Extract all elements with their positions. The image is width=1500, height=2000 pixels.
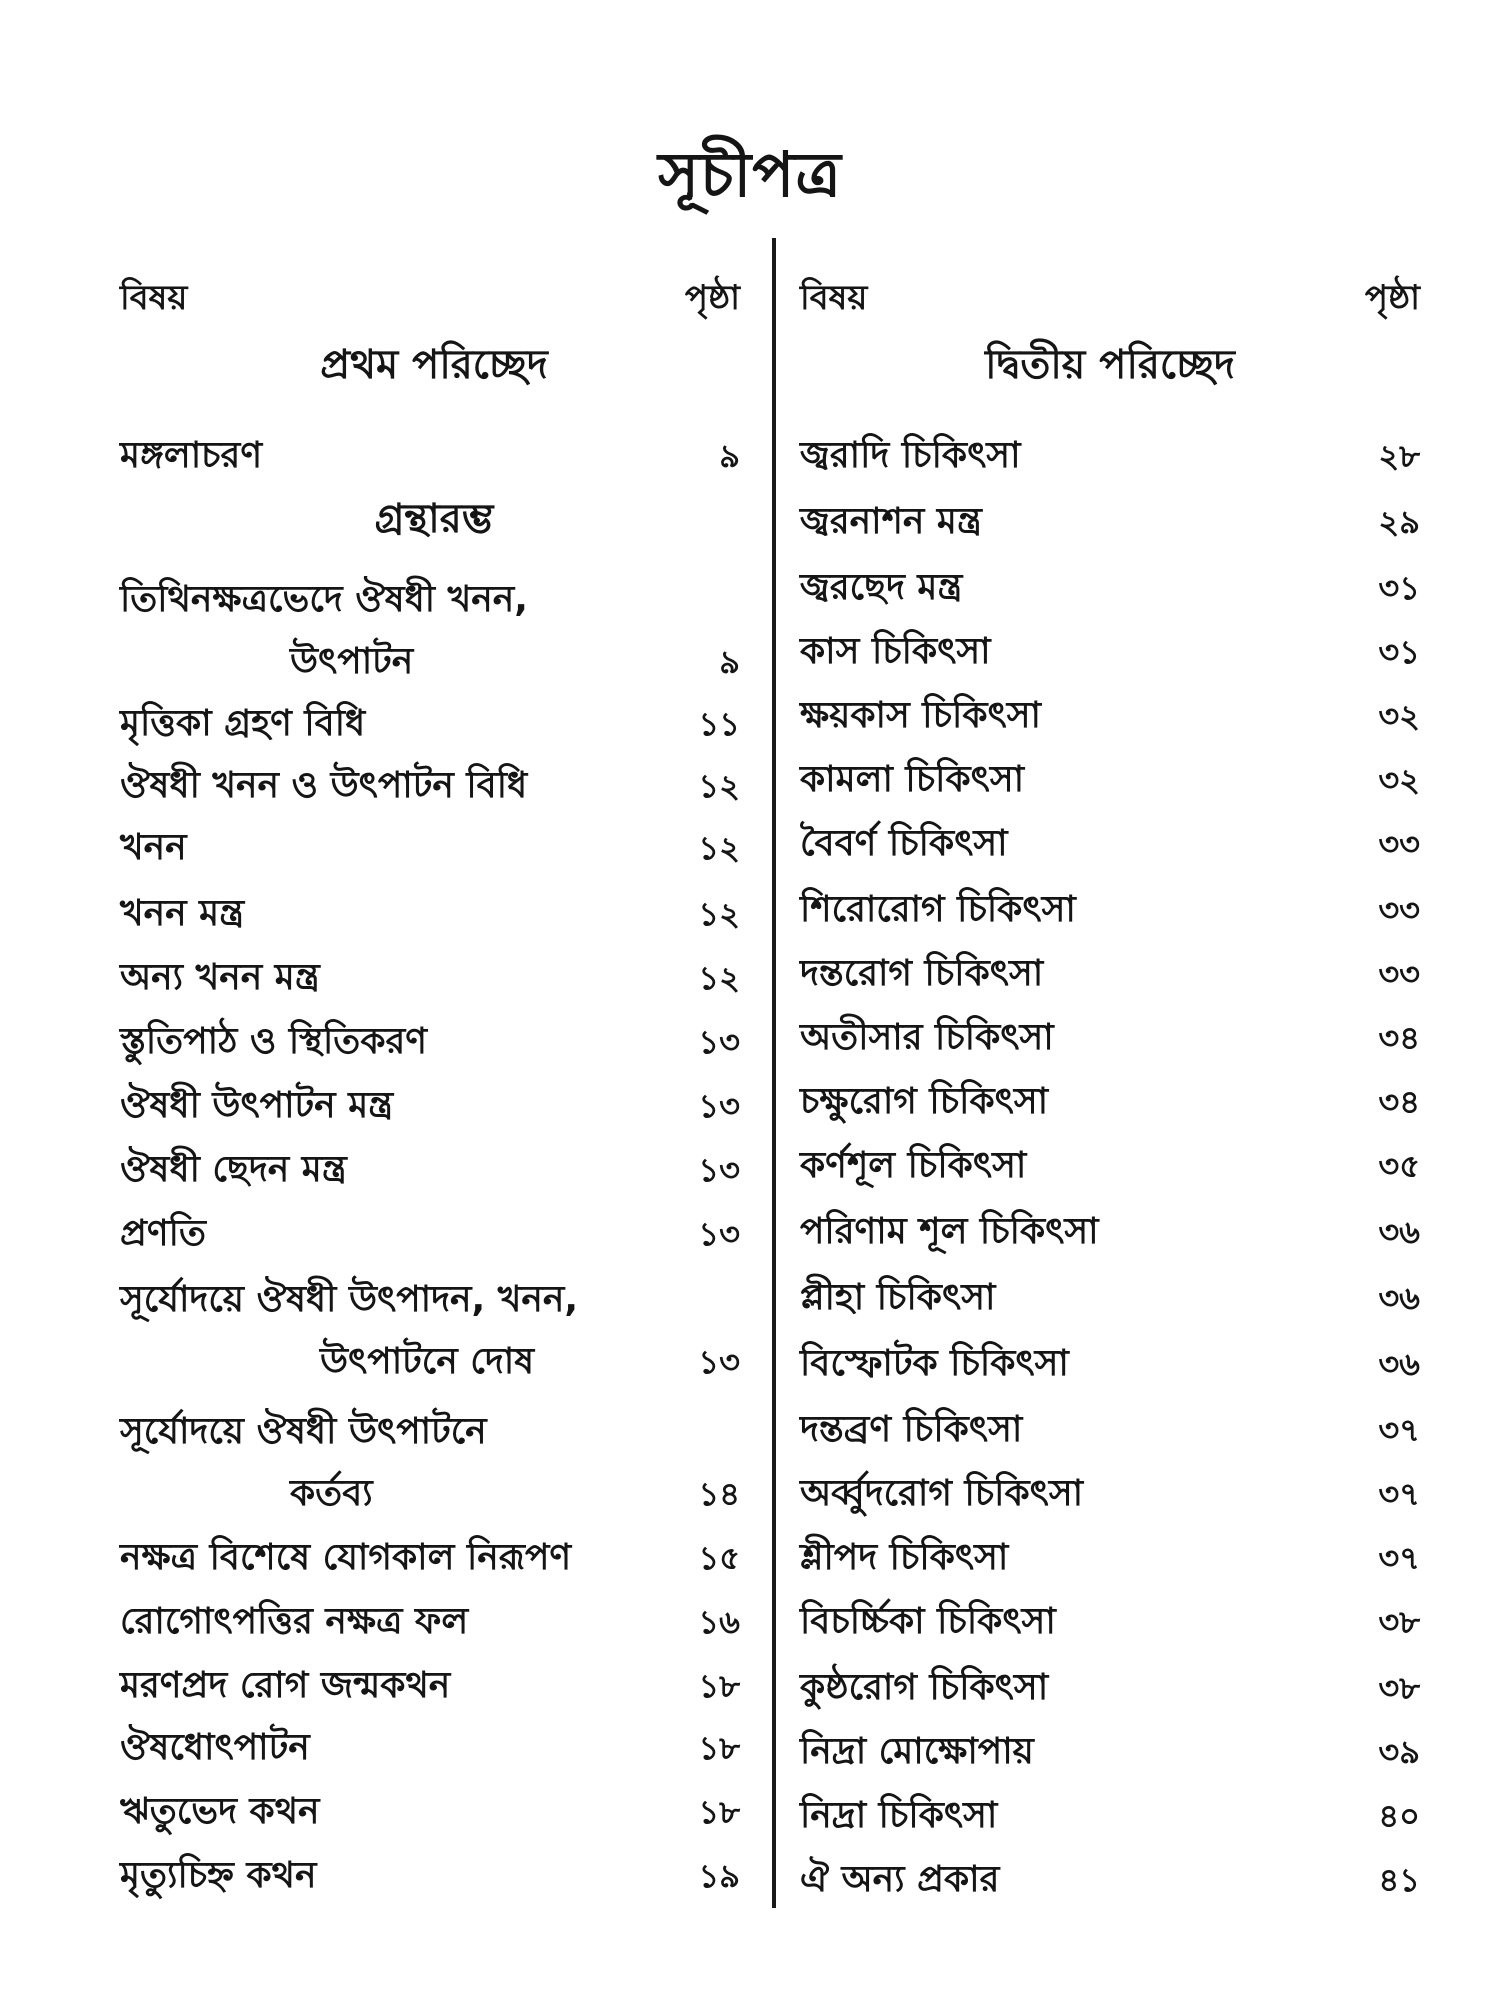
- left-header-page: পৃষ্ঠা: [684, 278, 740, 318]
- toc-entry-page: ৯: [719, 437, 740, 475]
- toc-entry-page: ১৩: [698, 1215, 740, 1253]
- toc-entry-subject: কর্ণশূল চিকিৎসা: [800, 1145, 1027, 1186]
- toc-entry-subject: ঋতুভেদ কথন: [120, 1791, 320, 1832]
- toc-entry-page: ১৬: [698, 1603, 740, 1641]
- toc-entry-subject: শিরোরোগ চিকিৎসা: [800, 889, 1076, 930]
- toc-entry: [800, 1324, 1420, 1386]
- toc-entry: [800, 1192, 1420, 1254]
- toc-entry-page: ২৮: [1378, 437, 1420, 475]
- toc-entry: [800, 740, 1420, 802]
- toc-entry-subject: কাস চিকিৎসা: [800, 631, 991, 672]
- toc-entry-subject: পরিণাম শূল চিকিৎসা: [800, 1211, 1099, 1252]
- toc-entry-subject: দন্তব্রণ চিকিৎসা: [800, 1409, 1023, 1450]
- right-header-subject: বিষয়: [800, 278, 868, 318]
- toc-entry: [800, 1776, 1420, 1838]
- toc-entry-page: ৪০: [1378, 1797, 1420, 1835]
- toc-entry-subject: মঙ্গলাচরণ: [120, 435, 263, 476]
- toc-entry-subject: কর্তব্য: [290, 1473, 373, 1514]
- toc-entry-page: ৪১: [1378, 1861, 1420, 1899]
- toc-entry: [120, 622, 748, 684]
- toc-entry-page: ৩৮: [1378, 1603, 1420, 1641]
- toc-entry-subject: রোগোৎপত্তির নক্ষত্র ফল: [120, 1601, 469, 1642]
- toc-entry-subject: কামলা চিকিৎসা: [800, 759, 1025, 800]
- toc-entry-page: ১২: [698, 895, 740, 933]
- toc-entry-page: ৩৬: [1378, 1213, 1420, 1251]
- toc-entry-subject: তিথিনক্ষত্রভেদে ঔষধী খনন,: [120, 579, 528, 620]
- toc-entry-page: ১৩: [698, 1151, 740, 1189]
- toc-entry-subject: মৃত্তিকা গ্রহণ বিধি: [120, 703, 366, 744]
- toc-entry-subject: বৈবর্ণ চিকিৎসা: [800, 823, 1008, 864]
- toc-entry: [800, 804, 1420, 866]
- toc-entry-page: ১৯: [698, 1857, 740, 1895]
- toc-entry-subject: মরণপ্রদ রোগ জন্মকথন: [120, 1665, 451, 1706]
- toc-entry-page: ৩৩: [1378, 825, 1420, 863]
- toc-entry: [120, 1518, 748, 1580]
- toc-entry-page: ৩১: [1378, 633, 1420, 671]
- toc-entry: [120, 1194, 748, 1256]
- toc-entry: [800, 1258, 1420, 1320]
- toc-entry-subject: নক্ষত্র বিশেষে যোগকাল নিরূপণ: [120, 1537, 572, 1578]
- toc-entry-subject: অন্য খনন মন্ত্র: [120, 957, 320, 998]
- toc-entry: [800, 1582, 1420, 1644]
- toc-entry-page: ৩৬: [1378, 1345, 1420, 1383]
- toc-entry-subject: অতীসার চিকিৎসা: [800, 1017, 1054, 1058]
- toc-entry: [800, 1454, 1420, 1516]
- column-divider: [772, 238, 776, 1908]
- right-column: [800, 0, 1420, 2000]
- toc-entry: [800, 998, 1420, 1060]
- toc-entry-page: ১৩: [698, 1087, 740, 1125]
- toc-entry: [800, 1840, 1420, 1902]
- toc-entry: [120, 808, 748, 870]
- toc-entry-page: ৩৭: [1378, 1475, 1420, 1513]
- toc-entry-page: ৩৪: [1378, 1019, 1420, 1057]
- toc-entry-page: ৩৩: [1378, 955, 1420, 993]
- toc-entry-page: ১২: [698, 829, 740, 867]
- toc-entry: [800, 676, 1420, 738]
- toc-entry-page: ১২: [698, 959, 740, 997]
- toc-entry-subject: বিচর্চ্চিকা চিকিৎসা: [800, 1601, 1056, 1642]
- toc-entry-page: ১১: [698, 705, 740, 743]
- toc-entry-page: ৩৮: [1378, 1669, 1420, 1707]
- toc-entry-page: ৩৯: [1378, 1733, 1420, 1771]
- toc-entry-page: ৩২: [1378, 697, 1420, 735]
- toc-entry-subject: উৎপাটনে দোষ: [320, 1341, 535, 1382]
- toc-entry: [800, 612, 1420, 674]
- toc-entry-page: ৩৩: [1378, 891, 1420, 929]
- right-section-heading-1: দ্বিতীয় পরিচ্ছেদ: [985, 342, 1235, 388]
- toc-entry: [120, 1130, 748, 1192]
- toc-entry: [800, 1648, 1420, 1710]
- toc-entry-subject: জ্বরছেদ মন্ত্র: [800, 567, 963, 608]
- toc-entry-page: ৩৬: [1378, 1279, 1420, 1317]
- toc-entry-page: ৩৭: [1378, 1539, 1420, 1577]
- toc-entry: [120, 874, 748, 936]
- toc-entry: [120, 1260, 748, 1322]
- toc-entry: [800, 870, 1420, 932]
- toc-entry-page: ৩৭: [1378, 1411, 1420, 1449]
- left-header-subject: বিষয়: [120, 278, 188, 318]
- toc-entry: [120, 684, 748, 746]
- right-header-page: পৃষ্ঠা: [1364, 278, 1420, 318]
- toc-entry-subject: চক্ষুরোগ চিকিৎসা: [800, 1081, 1049, 1122]
- toc-entry: [120, 1002, 748, 1064]
- toc-entry: [120, 1772, 748, 1834]
- toc-entry-subject: প্লীহা চিকিৎসা: [800, 1277, 996, 1318]
- toc-entry-subject: খনন মন্ত্র: [120, 893, 245, 934]
- left-column: [120, 0, 748, 2000]
- toc-entry: [800, 1126, 1420, 1188]
- toc-entry-page: ৩১: [1378, 569, 1420, 607]
- toc-entry: [120, 1454, 748, 1516]
- toc-entry-page: ১২: [698, 767, 740, 805]
- toc-entry-page: ১৮: [698, 1793, 740, 1831]
- toc-entry-subject: ক্ষয়কাস চিকিৎসা: [800, 695, 1041, 736]
- toc-entry-page: ১৪: [698, 1475, 740, 1513]
- toc-entry-subject: ঔষধী ছেদন মন্ত্র: [120, 1149, 347, 1190]
- toc-entry: [120, 1582, 748, 1644]
- toc-entry-subject: অর্ব্বুদরোগ চিকিৎসা: [800, 1473, 1084, 1514]
- toc-entry-subject: ঔষধোৎপাটন: [120, 1727, 310, 1768]
- toc-entry-subject: সূর্যোদয়ে ঔষধী উৎপাদন, খনন,: [120, 1279, 579, 1320]
- toc-entry-subject: ঔষধী উৎপাটন মন্ত্র: [120, 1085, 394, 1126]
- toc-entry-subject: দন্তরোগ চিকিৎসা: [800, 953, 1044, 994]
- toc-entry-subject: শ্লীপদ চিকিৎসা: [800, 1537, 1009, 1578]
- toc-entry-page: ৩৪: [1378, 1083, 1420, 1121]
- toc-entry-subject: বিস্ফোটক চিকিৎসা: [800, 1343, 1069, 1384]
- toc-entry-page: ১৮: [698, 1729, 740, 1767]
- toc-entry: [120, 560, 748, 622]
- toc-entry-subject: জ্বরনাশন মন্ত্র: [800, 501, 982, 542]
- left-section-heading-1: প্রথম পরিচ্ছেদ: [320, 342, 548, 388]
- toc-entry: [120, 1836, 748, 1898]
- toc-entry-page: ৩৫: [1378, 1147, 1420, 1185]
- toc-entry-subject: নিদ্রা চিকিৎসা: [800, 1795, 998, 1836]
- toc-entry-page: ১৩: [698, 1343, 740, 1381]
- toc-entry: [800, 548, 1420, 610]
- toc-entry: [800, 482, 1420, 544]
- right-header-row: [800, 258, 1420, 320]
- toc-entry-subject: খনন: [120, 827, 187, 868]
- toc-entry: [120, 1708, 748, 1770]
- toc-entry: [120, 416, 748, 478]
- toc-entry-page: ১৩: [698, 1023, 740, 1061]
- toc-entry-subject: ঐ অন্য প্রকার: [800, 1859, 1000, 1900]
- toc-entry-subject: স্তুতিপাঠ ও স্থিতিকরণ: [120, 1021, 428, 1062]
- toc-entry: [120, 938, 748, 1000]
- toc-entry: [800, 1390, 1420, 1452]
- left-header-row: [120, 258, 748, 320]
- toc-entry-page: ১৮: [698, 1667, 740, 1705]
- toc-entry: [120, 1066, 748, 1128]
- toc-entry: [800, 416, 1420, 478]
- toc-entry-subject: প্রণতি: [120, 1213, 206, 1254]
- toc-entry-subject: ঔষধী খনন ও উৎপাটন বিধি: [120, 765, 528, 806]
- toc-entry-page: ৯: [719, 643, 740, 681]
- toc-entry: [800, 934, 1420, 996]
- toc-entry: [120, 1322, 748, 1384]
- toc-entry-subject: সূর্যোদয়ে ঔষধী উৎপাটনে: [120, 1411, 487, 1452]
- toc-entry: [120, 746, 748, 808]
- toc-entry-page: ১৫: [698, 1539, 740, 1577]
- left-section-heading-2: গ্রন্থারম্ভ: [374, 496, 494, 542]
- toc-entry: [120, 1646, 748, 1708]
- page-title: সূচীপত্র: [658, 138, 842, 211]
- toc-entry-subject: নিদ্রা মোক্ষোপায়: [800, 1731, 1034, 1772]
- toc-entry: [800, 1062, 1420, 1124]
- toc-entry-subject: জ্বরাদি চিকিৎসা: [800, 435, 1021, 476]
- toc-entry: [800, 1518, 1420, 1580]
- toc-entry-page: ৩২: [1378, 761, 1420, 799]
- toc-entry: [800, 1712, 1420, 1774]
- toc-entry-subject: মৃত্যুচিহ্ন কথন: [120, 1855, 317, 1896]
- toc-entry-page: ২৯: [1378, 503, 1420, 541]
- toc-entry-subject: কুষ্ঠরোগ চিকিৎসা: [800, 1667, 1049, 1708]
- toc-entry: [120, 1392, 748, 1454]
- toc-entry-subject: উৎপাটন: [290, 641, 414, 682]
